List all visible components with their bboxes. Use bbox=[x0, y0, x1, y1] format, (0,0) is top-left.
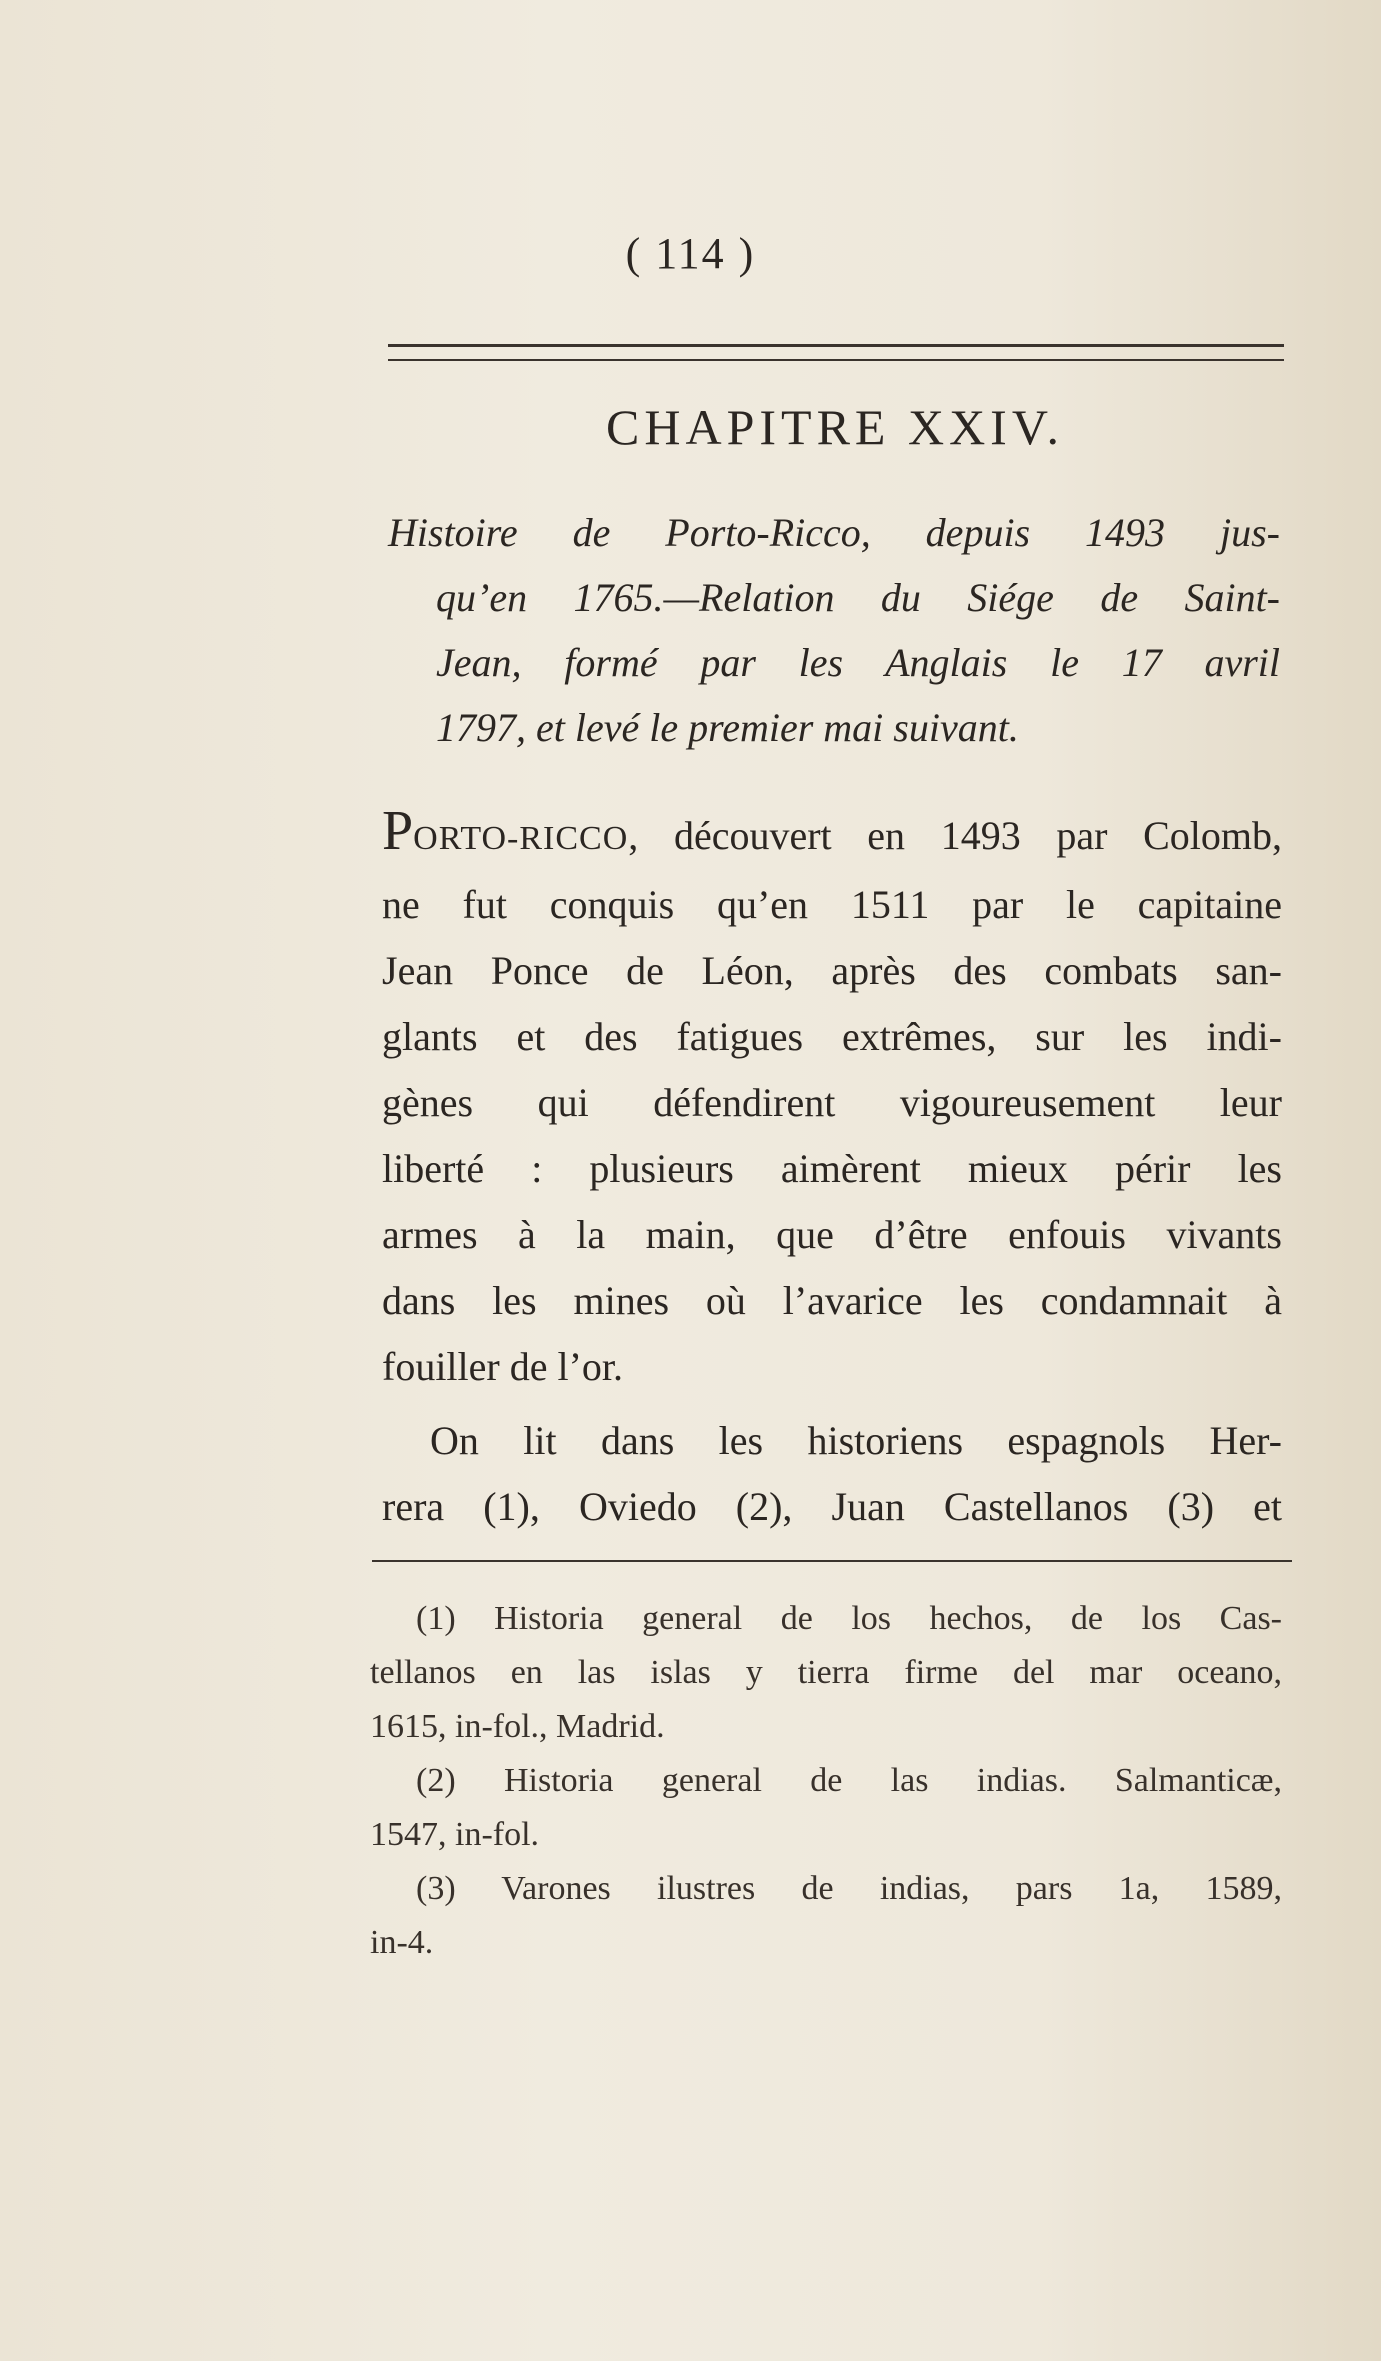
footnote-rule bbox=[372, 1560, 1292, 1562]
paragraph-line: glants et des fatigues extrêmes, sur les indi- bbox=[382, 1014, 1282, 1059]
paragraph-line: fouiller de l’or. bbox=[382, 1344, 624, 1389]
body-text bbox=[382, 798, 1282, 1540]
summary-line: 1797, et levé le premier mai suivant. bbox=[436, 705, 1019, 750]
footnote-line: (2) Historia general de las indias. Salmanticæ, bbox=[416, 1762, 1282, 1799]
drop-cap: P bbox=[382, 800, 414, 862]
paragraph-line: liberté : plusieurs aimèrent mieux périr les bbox=[382, 1146, 1282, 1191]
summary-line: qu’en 1765.—Relation du Siége de Saint- bbox=[436, 575, 1280, 620]
footnote-line: in-4. bbox=[370, 1924, 434, 1961]
footnote-line: 1547, in-fol. bbox=[370, 1816, 540, 1853]
paragraph-line: gènes qui défendirent vigoureusement leur bbox=[382, 1080, 1282, 1125]
small-caps-word: ORTO-RICCO bbox=[413, 820, 629, 857]
paragraph-line: armes à la main, que d’être enfouis vivants bbox=[382, 1212, 1282, 1257]
first-line-text: , découvert en 1493 par Colomb, bbox=[628, 813, 1282, 858]
chapter-summary bbox=[388, 500, 1280, 760]
footnotes bbox=[370, 1592, 1282, 1970]
paragraph-line: Jean Ponce de Léon, après des combats san- bbox=[382, 948, 1282, 993]
footnote-line: tellanos en las islas y tierra firme del mar oceano, bbox=[370, 1654, 1282, 1691]
footnote-line: (3) Varones ilustres de indias, pars 1a, 1589, bbox=[416, 1870, 1282, 1907]
footnote bbox=[370, 1862, 1282, 1970]
footnote bbox=[370, 1754, 1282, 1862]
paragraph-line: ne fut conquis qu’en 1511 par le capitaine bbox=[382, 882, 1282, 927]
paragraph-line: On lit dans les historiens espagnols Her- bbox=[430, 1418, 1282, 1463]
header-double-rule bbox=[388, 344, 1284, 361]
footnote-line: 1615, in-fol., Madrid. bbox=[370, 1708, 665, 1745]
page-number: ( 114 ) bbox=[625, 229, 756, 278]
paragraph-line: rera (1), Oviedo (2), Juan Castellanos (3) et bbox=[382, 1484, 1282, 1529]
footnote-line: (1) Historia general de los hechos, de los Cas- bbox=[416, 1600, 1282, 1637]
summary-line: Jean, formé par les Anglais le 17 avril bbox=[436, 640, 1280, 685]
paragraph-first-line bbox=[382, 798, 1282, 872]
footnote bbox=[370, 1592, 1282, 1754]
chapter-title: CHAPITRE XXIV. bbox=[606, 399, 1064, 455]
paragraph-line: dans les mines où l’avarice les condamnait à bbox=[382, 1278, 1282, 1323]
summary-line: Histoire de Porto-Ricco, depuis 1493 jus- bbox=[388, 510, 1280, 555]
